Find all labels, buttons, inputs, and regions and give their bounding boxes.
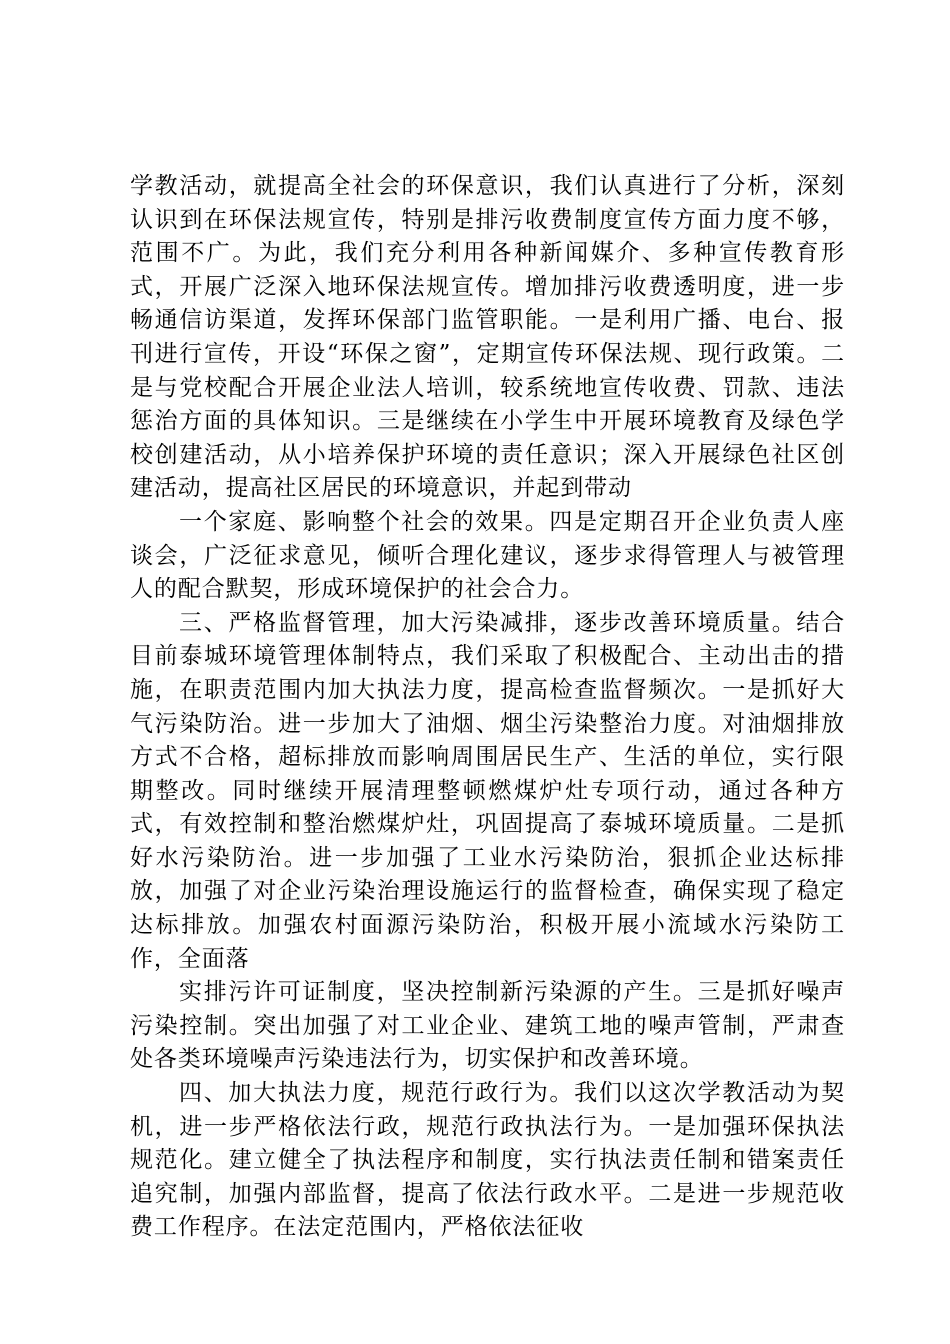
paragraph-2: 一个家庭、影响整个社会的效果。四是定期召开企业负责人座谈会，广泛征求意见，倾听合理化建议，逐步求得管理人与被管理人的配合默契，形成环境保护的社会合力。 (130, 508, 845, 603)
paragraph-3: 三、严格监督管理，加大污染减排，逐步改善环境质量。结合目前泰城环境管理体制特点，我们采取了积极配合、主动出击的措施，在职责范围内加大执法力度，提高检查监督频次。一是抓好大气污染防治。进一步加大了油烟、烟尘污染整治力度。对油烟排放方式不合格，超标排放而影响周围居民生产、生活的单位，实行限期整改。同时继续开展清理整顿燃煤炉灶专项行动，通过各种方式，有效控制和整治燃煤炉灶，巩固提高了泰城环境质量。二是抓好水污染防治。进一步加强了工业水污染防治，狠抓企业达标排放，加强了对企业污染治理设施运行的监督检查，确保实现了稳定达标排放。加强农村面源污染防治，积极开展小流域水污染防工作，全面落 (130, 609, 845, 972)
paragraph-1: 学教活动，就提高全社会的环保意识，我们认真进行了分析，深刻认识到在环保法规宣传，特别是排污收费制度宣传方面力度不够，范围不广。为此，我们充分利用各种新闻媒介、多种宣传教育形式，开展广泛深入地环保法规宣传。增加排污收费透明度，进一步畅通信访渠道，发挥环保部门监管职能。一是利用广播、电台、报刊进行宣传，开设“环保之窗”，定期宣传环保法规、现行政策。二是与党校配合开展企业法人培训，较系统地宣传收费、罚款、违法惩治方面的具体知识。三是继续在小学生中开展环境教育及绿色学校创建活动，从小培养保护环境的责任意识；深入开展绿色社区创建活动，提高社区居民的环境意识，并起到带动 (130, 173, 845, 502)
body-text (130, 170, 845, 1245)
paragraph-4: 实排污许可证制度，坚决控制新污染源的产生。三是抓好噪声污染控制。突出加强了对工业企业、建筑工地的噪声管制，严肃查处各类环境噪声污染违法行为，切实保护和改善环境。 (130, 979, 845, 1073)
paragraph-5: 四、加大执法力度，规范行政行为。我们以这次学教活动为契机，进一步严格依法行政，规范行政执法行为。一是加强环保执法规范化。建立健全了执法程序和制度，实行执法责任制和错案责任追究制，加强内部监督，提高了依法行政水平。二是进一步规范收费工作程序。在法定范围内，严格依法征收 (130, 1080, 845, 1241)
